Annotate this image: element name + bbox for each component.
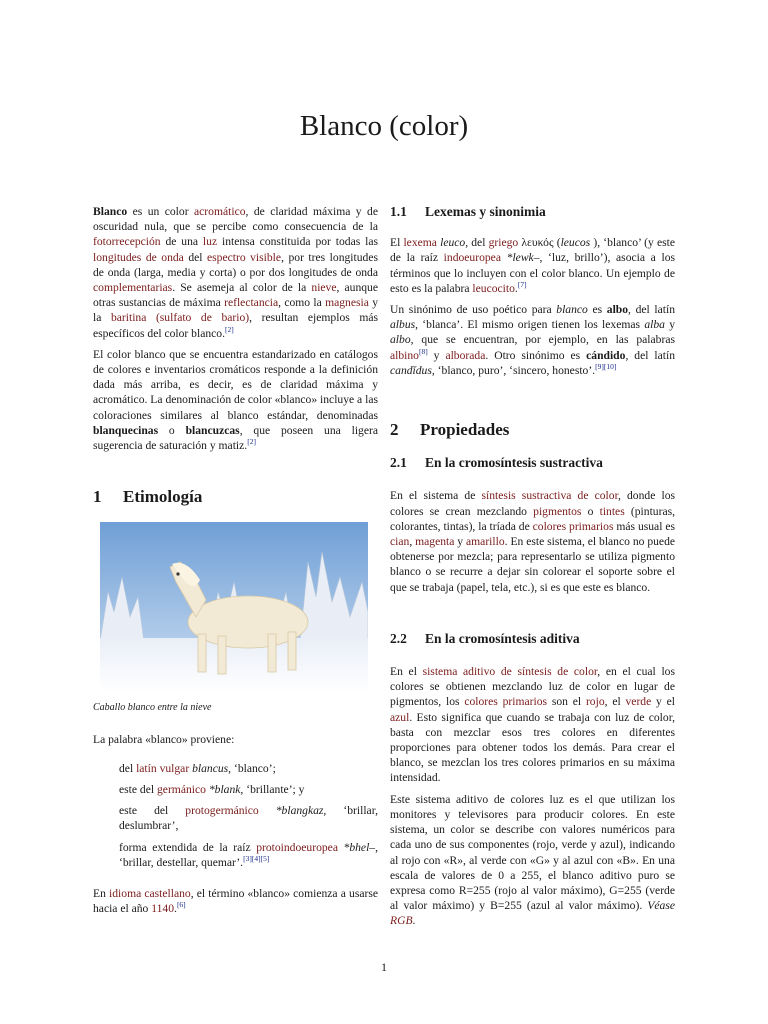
text-run: El: [390, 236, 404, 250]
section-1-heading: [93, 487, 378, 507]
italic-term: *bhel–: [343, 840, 376, 854]
citation-link[interactable]: [3][4][5]: [243, 854, 270, 864]
right-column: [390, 204, 675, 935]
text-run: del: [119, 761, 137, 775]
lexemas-paragraph-1: [390, 235, 675, 296]
wiki-link[interactable]: 1140: [151, 902, 175, 916]
citation-link[interactable]: [7]: [517, 279, 527, 289]
text-run: y: [664, 318, 675, 332]
page-number: 1: [381, 960, 387, 974]
intro-paragraph-1: [93, 204, 378, 341]
text-run: , aunque otras sustancias de máxima: [93, 281, 378, 310]
italic-term: candĭdus: [390, 363, 432, 377]
text-run: Un sinónimo de uso poético para: [390, 303, 557, 317]
intro-paragraph-2: [93, 347, 378, 453]
text-run: del: [183, 250, 207, 264]
italic-term: albus: [390, 318, 416, 332]
wiki-link[interactable]: nieve: [311, 281, 337, 295]
wiki-link[interactable]: baritina (sulfato de bario): [110, 311, 250, 325]
page-title: Blanco (color): [299, 110, 469, 142]
text-run: o: [581, 504, 600, 518]
wiki-link[interactable]: indoeuropea: [443, 251, 501, 265]
wiki-link[interactable]: colores primarios: [532, 519, 614, 533]
text-run: [259, 804, 276, 817]
section-number: 1: [93, 487, 102, 507]
text-run: , ‘blanca’. El mismo origen tienen los lexemas: [415, 318, 645, 332]
text-run: y: [427, 348, 446, 362]
wiki-link[interactable]: acromático: [194, 205, 246, 218]
wiki-link[interactable]: sistema aditivo de síntesis de color: [422, 665, 598, 679]
italic-term: alba: [644, 318, 665, 332]
italic-term: blancus: [192, 761, 229, 775]
italic-term: blanco: [556, 303, 588, 317]
wiki-link[interactable]: lexema: [403, 236, 437, 250]
italic-term: leucos: [560, 236, 591, 250]
italic-term: *blank: [208, 783, 241, 797]
text-run: este del: [119, 804, 186, 818]
wiki-link[interactable]: colores primarios: [464, 695, 548, 709]
text-run: λευκός (: [518, 236, 561, 250]
text-run: , que se encuentran, por ejemplo, en las palabras: [410, 333, 675, 347]
section-number: 2.2: [390, 630, 407, 646]
section-number: 2: [390, 420, 399, 440]
wiki-link[interactable]: magnesia: [325, 296, 369, 310]
wiki-link[interactable]: síntesis sustractiva de color: [481, 489, 618, 503]
italic-term: *blangkaz: [275, 804, 324, 818]
text-run: más usual es: [613, 519, 675, 533]
wiki-link[interactable]: griego: [488, 236, 519, 250]
etymology-item: [119, 782, 378, 797]
italic-term: albo: [390, 333, 411, 347]
text-run: son el: [547, 695, 586, 709]
section-title: Propiedades: [420, 420, 510, 440]
wiki-link[interactable]: fotorrecepción: [93, 235, 161, 249]
text-run: , donde los colores se crean mezclando: [390, 489, 676, 518]
text-run: (pinturas, colorantes, tintas), la tríada de: [390, 504, 676, 533]
text-run: El color blanco que se encuentra estandarizado en catálogos de colores e inventarios cromáticos responde a la definición dada más arriba, es decir, es de claridad máxima y acromático. La denominación de color «blanco» incluye a las coloraciones similares al blanco estándar, denominadas: [93, 347, 378, 422]
wiki-link[interactable]: luz: [202, 235, 218, 249]
text-run: y la: [93, 296, 378, 325]
text-run: , ‘blanco’;: [228, 761, 276, 775]
text-run: En: [93, 887, 110, 901]
text-run: , del latín: [625, 348, 676, 362]
wiki-link[interactable]: protogermánico: [185, 804, 259, 818]
bold-term: blanquecinas: [93, 423, 159, 437]
text-run: , el término «blanco» comienza a usarse hacia el año: [93, 887, 378, 916]
wiki-link[interactable]: protoindoeuropea: [256, 840, 338, 854]
citation-link[interactable]: [6]: [176, 900, 186, 910]
section-title: Lexemas y sinonimia: [425, 204, 546, 219]
text-run: .: [174, 902, 177, 916]
text-run: , ‘brillante’; y: [240, 783, 305, 797]
text-run: es: [587, 303, 607, 317]
wiki-link[interactable]: cian: [390, 535, 410, 549]
text-run: o: [158, 423, 186, 437]
etymology-lead: La palabra «blanco» proviene:: [93, 732, 235, 746]
text-run: , del: [465, 236, 489, 250]
text-run: y el: [651, 695, 676, 709]
wiki-link[interactable]: magenta: [415, 535, 455, 549]
italic-term: *lewk–: [506, 251, 540, 265]
wiki-link[interactable]: longitudes de onda: [93, 250, 184, 264]
text-run: , ‘brillar, deslumbrar’,: [119, 804, 378, 833]
etymology-closing: [93, 886, 378, 916]
text-run: es un color: [127, 205, 195, 218]
text-run: , que poseen una ligera sugerencia de saturación y matiz.: [93, 423, 379, 453]
wiki-link[interactable]: idioma castellano: [109, 887, 191, 901]
section-1-1-heading: [390, 204, 675, 219]
bold-term: cándido: [586, 348, 626, 362]
wiki-link[interactable]: alborada: [445, 348, 486, 362]
citation-link[interactable]: [9][10]: [595, 361, 617, 371]
text-run: ), ‘blanco’ (y este de la raíz: [390, 236, 675, 265]
text-run: , ‘brillar, destellar, quemar’.: [119, 840, 378, 869]
section-number: 2.1: [390, 455, 407, 471]
text-run: forma extendida de la raíz: [119, 840, 257, 854]
etymology-item: [119, 761, 378, 776]
citation-link[interactable]: [2]: [247, 437, 256, 447]
text-run: . En este sistema, el blanco no puede obtenerse por mezcla; para representarlo se utiliza pigmento blanco o se recurre a dejar sin colorear el soporte sobre el que se trabaja (papel, tela, etc.), si es que este es blanco.: [390, 535, 676, 594]
wiki-link[interactable]: reflectancia: [224, 296, 279, 310]
text-run: , ‘blanco, puro’, ‘sincero, honesto’.: [431, 363, 596, 377]
wiki-link[interactable]: germánico: [157, 783, 206, 797]
text-run: y: [454, 535, 467, 549]
section-2-heading: [390, 420, 675, 440]
text-run: , en el cual los colores se obtienen mezclando luz de color en lugar de pigmentos, los: [390, 665, 675, 709]
section-2-2-heading: [390, 631, 675, 646]
text-run: , de claridad máxima y de oscuridad nula, que se percibe como consecuencia de la: [93, 205, 378, 234]
wiki-link[interactable]: rojo: [585, 695, 605, 709]
wiki-link[interactable]: azul: [390, 710, 410, 724]
text-run: , ‘luz, brillo’), asocia a los términos que lo incluyen con el color blanco. Un ejemplo de esto es la palabra: [390, 251, 675, 295]
text-run: intensa constituida por todas las: [217, 235, 378, 249]
text-run: , del latín: [628, 303, 675, 317]
section-2-1-heading: [390, 455, 675, 470]
wiki-link[interactable]: latín vulgar: [136, 761, 190, 775]
citation-link[interactable]: [8]: [418, 346, 428, 356]
etymology-item: [119, 803, 378, 833]
wiki-link[interactable]: pigmentos: [533, 504, 582, 518]
wiki-link[interactable]: espectro visible: [207, 250, 282, 264]
text-run: , como la: [278, 296, 326, 310]
italic-term: Véase: [647, 899, 675, 913]
text-run: , resultan ejemplos más específicos del color blanco.: [93, 311, 379, 340]
aditiva-paragraph-1: [390, 664, 675, 786]
image-caption: Caballo blanco entre la nieve: [93, 702, 212, 714]
wiki-link[interactable]: amarillo: [466, 535, 505, 549]
lexemas-paragraph-2: [390, 302, 675, 378]
wiki-link[interactable]: albino: [390, 348, 419, 362]
text-run: En el sistema de: [390, 489, 482, 503]
bold-term: albo: [606, 303, 629, 317]
bold-term: Blanco: [93, 205, 128, 218]
text-run: . Se asemeja al color de la: [172, 281, 312, 295]
aditiva-paragraph-2: [390, 792, 675, 929]
text-run: de una: [160, 235, 203, 249]
wiki-link[interactable]: RGB: [390, 914, 413, 928]
sustractiva-paragraph: [390, 488, 675, 594]
text-run: . Esto significa que cuando se trabaja con luz de color, basta con mezclar esos tres colores en diferentes proporciones para obtener todos los demás. Para crear el blanco, se mezclan los tres colores primarios en su máxima intensidad.: [390, 710, 675, 785]
wiki-link[interactable]: tintes: [599, 504, 625, 518]
text-run: , el: [604, 695, 626, 709]
wiki-link[interactable]: verde: [625, 695, 652, 709]
text-run: este del: [119, 783, 157, 797]
text-run: .: [514, 281, 518, 295]
section-title: En la cromosíntesis aditiva: [425, 630, 580, 646]
etymology-list: [119, 761, 378, 870]
citation-link[interactable]: [2]: [225, 324, 234, 334]
text-run: Este sistema aditivo de colores luz es el que utilizan los monitores y televisores para producir colores. En este sistema, un color se describe con valores numéricos para cada uno de sus componentes (rojo, verde y azul), indicando al rojo con «R», al verde con «G» y al azul con «B». En una escala de valores de 0 a 255, el blanco aditivo puro se expresa como R=255 (rojo al valor máximo), G=255 (verde al valor máximo) y B=255 (azul al valor máximo).: [390, 792, 675, 913]
wiki-link[interactable]: leucocito: [472, 281, 515, 295]
left-column: [93, 204, 378, 922]
wiki-link[interactable]: complementarias: [93, 281, 173, 295]
text-run: ,: [409, 535, 416, 549]
etymology-item: [119, 840, 378, 870]
section-title: En la cromosíntesis sustractiva: [425, 455, 603, 471]
text-run: . Otro sinónimo es: [485, 348, 587, 362]
italic-term: leuco: [440, 236, 466, 250]
section-title: Etimología: [123, 487, 203, 507]
text-run: , por tres longitudes de onda (larga, media y corta) o por dos longitudes de onda: [93, 250, 378, 279]
section-number: 1.1: [390, 204, 407, 219]
bold-term: blancuzcas: [185, 423, 240, 437]
text-run: En el: [390, 665, 423, 679]
horse-in-snow-image: [100, 522, 368, 692]
text-run: .: [412, 914, 416, 928]
